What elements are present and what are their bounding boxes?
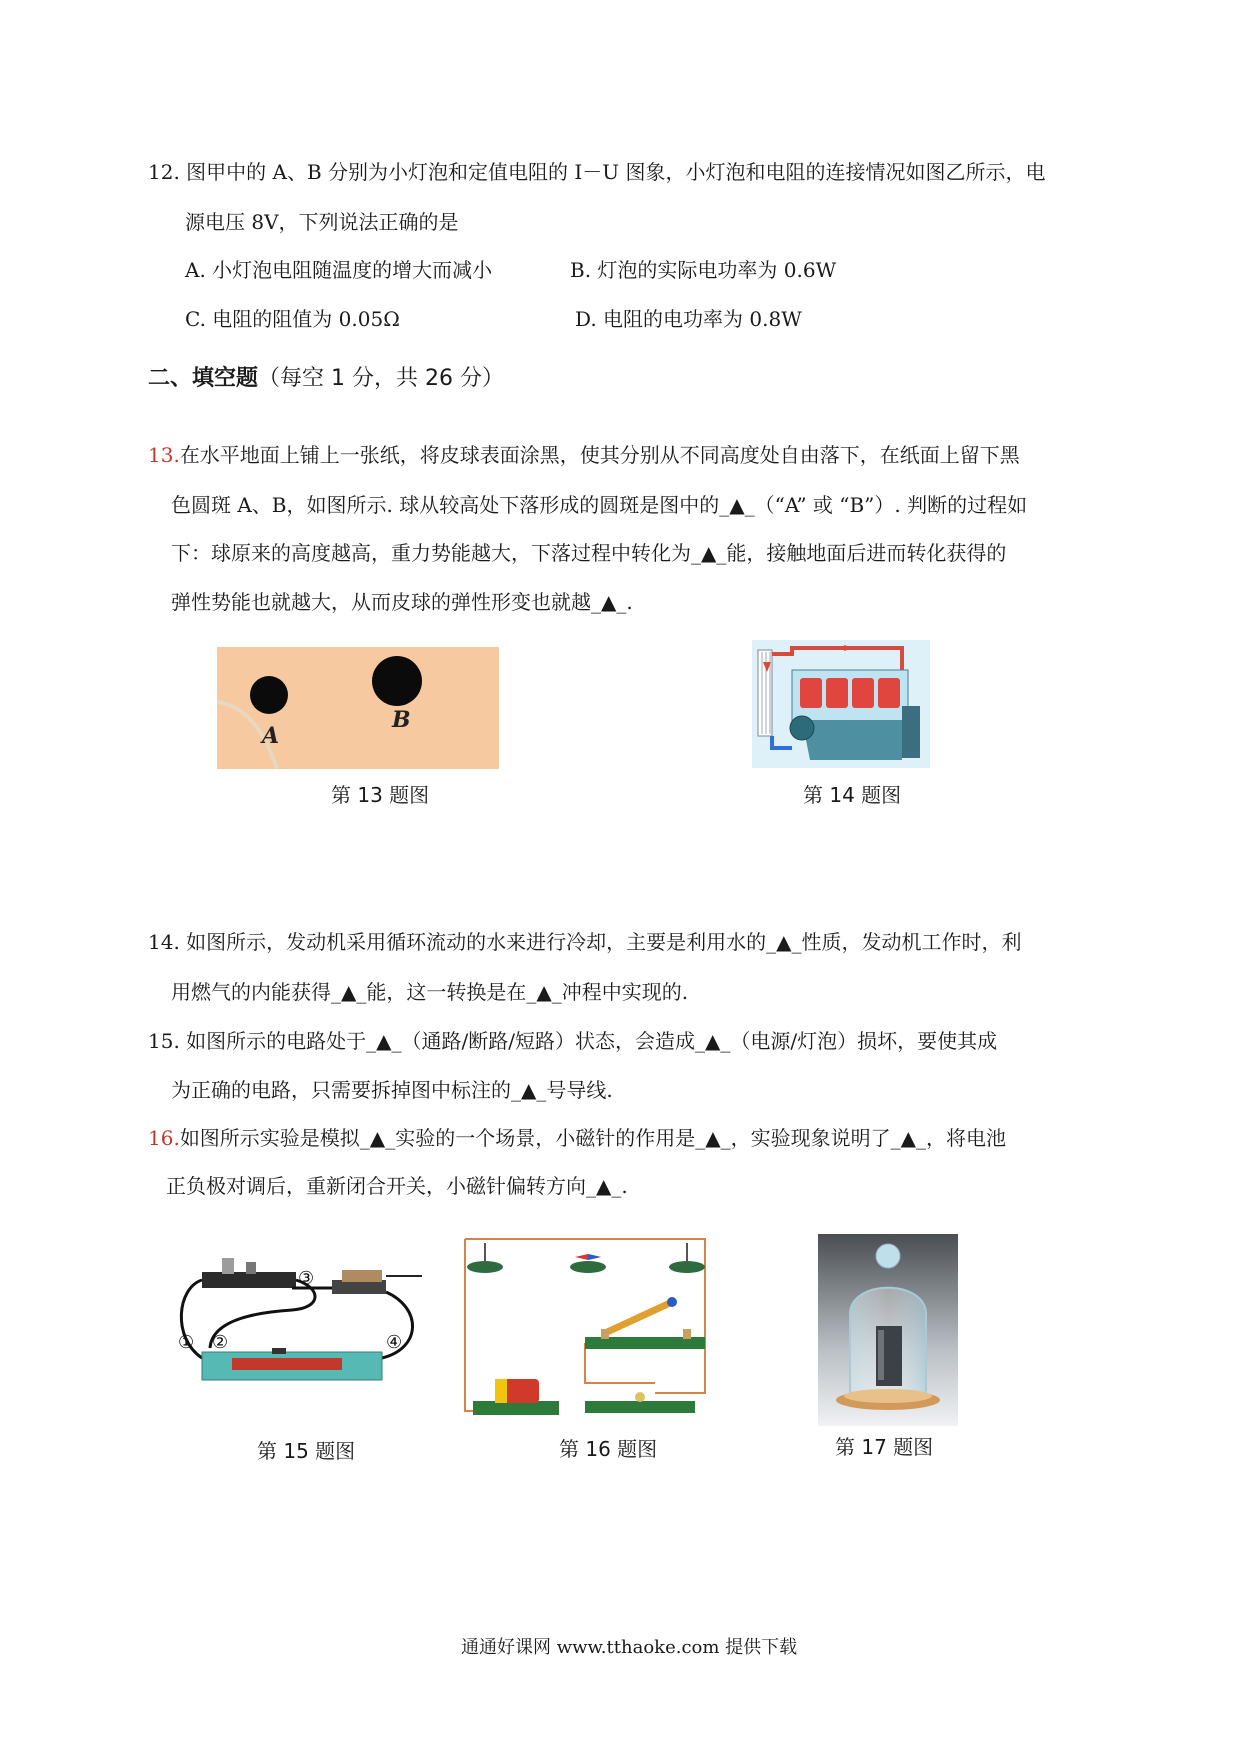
q14-line2: 用燃气的内能获得_▲_能，这一转换是在_▲_冲程中实现的. (171, 980, 689, 1004)
wire-1-label: ① (178, 1332, 195, 1353)
section-title (148, 364, 504, 394)
q12-option-d: D. 电阻的电功率为 0.8W (575, 307, 802, 331)
spot-a (250, 676, 288, 714)
q12-line2: 源电压 8V，下列说法正确的是 (185, 210, 459, 234)
q14-line1: 14. 如图所示，发动机采用循环流动的水来进行冷却，主要是利用水的_▲_性质，发动机工作时，利 (148, 930, 1022, 954)
figure-17-caption: 第 17 题图 (835, 1435, 934, 1459)
q13-line3: 下：球原来的高度越高，重力势能越大，下落过程中转化为_▲_能，接触地面后进而转化获得的 (171, 541, 1007, 565)
q13-line1-text: 在水平地面上铺上一张纸，将皮球表面涂黑，使其分别从不同高度处自由落下，在纸面上留下黑 (179, 443, 1020, 467)
footer-text: 通通好课网 www.tthaoke.com 提供下载 (461, 1637, 798, 1658)
figure-16-caption: 第 16 题图 (559, 1437, 658, 1461)
figure-13-paper-spots (217, 647, 499, 769)
figure-17-bell-jar (818, 1234, 958, 1426)
label-a: A (262, 723, 280, 749)
figure-13-caption: 第 13 题图 (331, 783, 430, 807)
wire-2-label: ② (212, 1332, 229, 1353)
q12-line1: 12. 图甲中的 A、B 分别为小灯泡和定值电阻的 I－U 图象，小灯泡和电阻的连接情况如图乙所示，电 (148, 160, 1046, 184)
q13-line2: 色圆斑 A、B，如图所示. 球从较高处下落形成的圆斑是图中的_▲_（“A” 或 “B”）. 判断的过程如 (171, 493, 1028, 517)
figure-16-compass-experiment (455, 1233, 715, 1425)
figure-14-engine (752, 640, 930, 768)
spot-b (372, 656, 422, 706)
q12-option-a: A. 小灯泡电阻随温度的增大而减小 (185, 258, 493, 282)
q13-number: 13. (148, 443, 180, 467)
q15-line1: 15. 如图所示的电路处于_▲_（通路/断路/短路）状态，会造成_▲_（电源/灯泡）损坏，要使其成 (148, 1029, 998, 1053)
q16-line2: 正负极对调后，重新闭合开关，小磁针偏转方向_▲_. (166, 1174, 628, 1198)
wire-3-label: ③ (298, 1268, 315, 1289)
label-b: B (392, 707, 411, 733)
section-note: （每空 1 分，共 26 分） (258, 366, 504, 391)
figure-15-circuit (172, 1248, 434, 1388)
q16-line1-text: 如图所示实验是模拟_▲_实验的一个场景，小磁针的作用是_▲_，实验现象说明了_▲_，将电池 (179, 1126, 1006, 1150)
figure-15-caption: 第 15 题图 (257, 1439, 356, 1463)
section-title-text: 二、填空题 (148, 366, 259, 391)
q16-line1 (148, 1124, 1006, 1152)
q12-option-b: B. 灯泡的实际电功率为 0.6W (570, 258, 837, 282)
figure-14-caption: 第 14 题图 (803, 783, 902, 807)
q15-line2: 为正确的电路，只需要拆掉图中标注的_▲_号导线. (171, 1078, 613, 1102)
q16-number: 16. (148, 1126, 180, 1150)
q12-option-c: C. 电阻的阻值为 0.05Ω (185, 307, 400, 331)
q13-line1 (148, 441, 1020, 469)
q13-line4: 弹性势能也就越大，从而皮球的弹性形变也就越_▲_. (171, 590, 633, 614)
wire-4-label: ④ (386, 1332, 403, 1353)
